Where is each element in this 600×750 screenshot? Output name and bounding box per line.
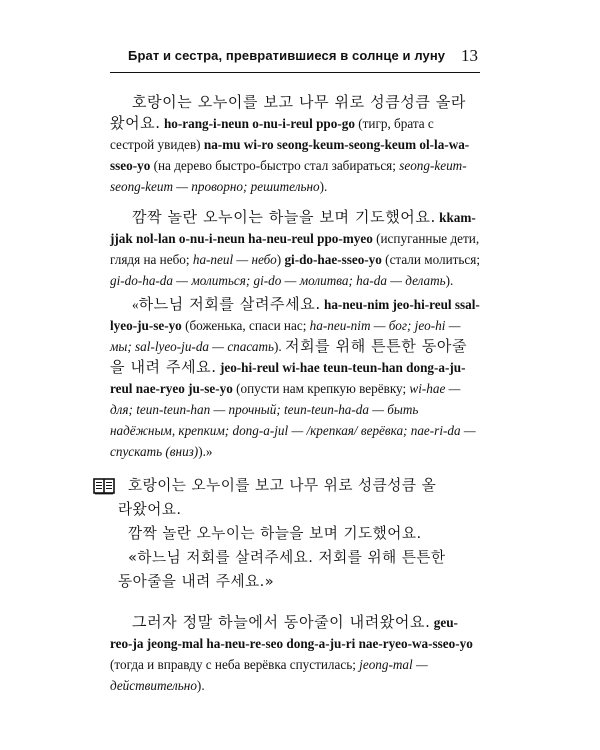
gloss-italic: ha-neu-nim — бог; jeo-hi — мы; sal-lyeo-ju-da — спасать <box>110 318 461 354</box>
summary-line: «하느님 저회를 살려주세요. 저회를 위해 튼튼한 <box>128 549 446 566</box>
transliteration: ho-rang-i-neun o-nu-i-reul ppo-go <box>163 116 355 131</box>
korean-text: 깜짝 놀란 오누이는 하늘을 보며 기도했어요. <box>132 208 436 226</box>
transliteration: jeo-hi-reul wi-hae teun-teun-han dong-a-ju-reul nae-ryeo ju-se-yo <box>110 360 466 396</box>
quote-open: « <box>132 297 139 312</box>
paragraph-3 <box>110 294 480 462</box>
gloss: (тогда и вправду с неба верёвка спустилась; <box>110 657 356 672</box>
gloss: (тигр, брата с сестрой увидев) <box>110 116 434 152</box>
transliteration: geu-reo-ja jeong-mal ha-neu-re-seo dong-a-ju-ri nae-ryeo-wa-sseo-yo <box>110 615 473 651</box>
gloss-end: ).» <box>198 444 213 459</box>
gloss-italic: wi-hae — для; teun-teun-han — прочный; teun-teun-ha-da — быть надёжным, крепким; dong-a-jul — /крепкая/ верёвка; nae-ri-da — спускать (вниз) <box>110 381 476 459</box>
gloss-italic: gi-do-ha-da — молиться; gi-do — молитва; ha-da — делать <box>110 273 446 288</box>
gloss-italic: jeong-mal — действительно <box>110 657 428 693</box>
korean-text: 왔어요. <box>110 114 161 132</box>
transliteration: kkam-jjak nol-lan o-nu-i-neun ha-neu-reul ppo-myeo <box>110 210 476 246</box>
gloss-italic: ha-neul — небо <box>192 252 277 267</box>
gloss: (боженька, спаси нас; <box>185 318 307 333</box>
gloss: (стали молиться; <box>385 252 481 267</box>
gloss-end: ). <box>196 678 205 693</box>
paragraph-1 <box>110 92 480 197</box>
summary-line: 깜짝 놀란 오누이는 하늘을 보며 기도했어요. <box>128 525 422 542</box>
transliteration: ha-neu-nim jeo-hi-reul ssal-lyeo-ju-se-yo <box>110 297 480 333</box>
korean-text: 하느님 저회를 살려주세요. <box>138 295 321 313</box>
page-number: 13 <box>461 46 478 65</box>
transliteration: gi-do-hae-sseo-yo <box>284 252 382 267</box>
gloss-end: ). <box>274 339 282 354</box>
gloss-end: ). <box>445 273 454 288</box>
summary-block <box>118 474 480 594</box>
korean-text: 호랑이는 오누이를 보고 나무 위로 성큼성큼 올라 <box>132 93 467 111</box>
summary-line: 동아줄을 내려 주세요.» <box>118 573 275 590</box>
summary-line: 호랑이는 오누이를 보고 나무 위로 성큼성큼 올 <box>128 477 437 494</box>
running-header <box>110 46 480 73</box>
paragraph-2 <box>110 207 480 291</box>
gloss-end: ) <box>276 252 282 267</box>
gloss-end: ). <box>319 179 328 194</box>
paragraph-4 <box>110 612 480 696</box>
gloss: (на дерево быстро-быстро стал забираться; <box>153 158 396 173</box>
summary-line: 라왔어요. <box>118 501 182 518</box>
gloss: (опусти нам крепкую верёвку; <box>236 381 407 396</box>
header-title: Брат и сестра, превратившиеся в солнце и луну <box>128 48 446 63</box>
gloss: (испуганные дети, глядя на небо; <box>110 231 480 267</box>
gloss-italic: seong-keum-seong-keum — проворно; решительно <box>110 158 467 194</box>
transliteration: na-mu wi-ro seong-keum-seong-keum ol-la-wa-sseo-yo <box>110 137 470 173</box>
book-icon <box>93 477 115 495</box>
korean-text: 그러자 정말 하늘에서 동아줄이 내려왔어요. <box>132 613 431 631</box>
korean-text: 저회를 위해 튼튼한 동아줄을 내려 주세요. <box>110 337 468 376</box>
